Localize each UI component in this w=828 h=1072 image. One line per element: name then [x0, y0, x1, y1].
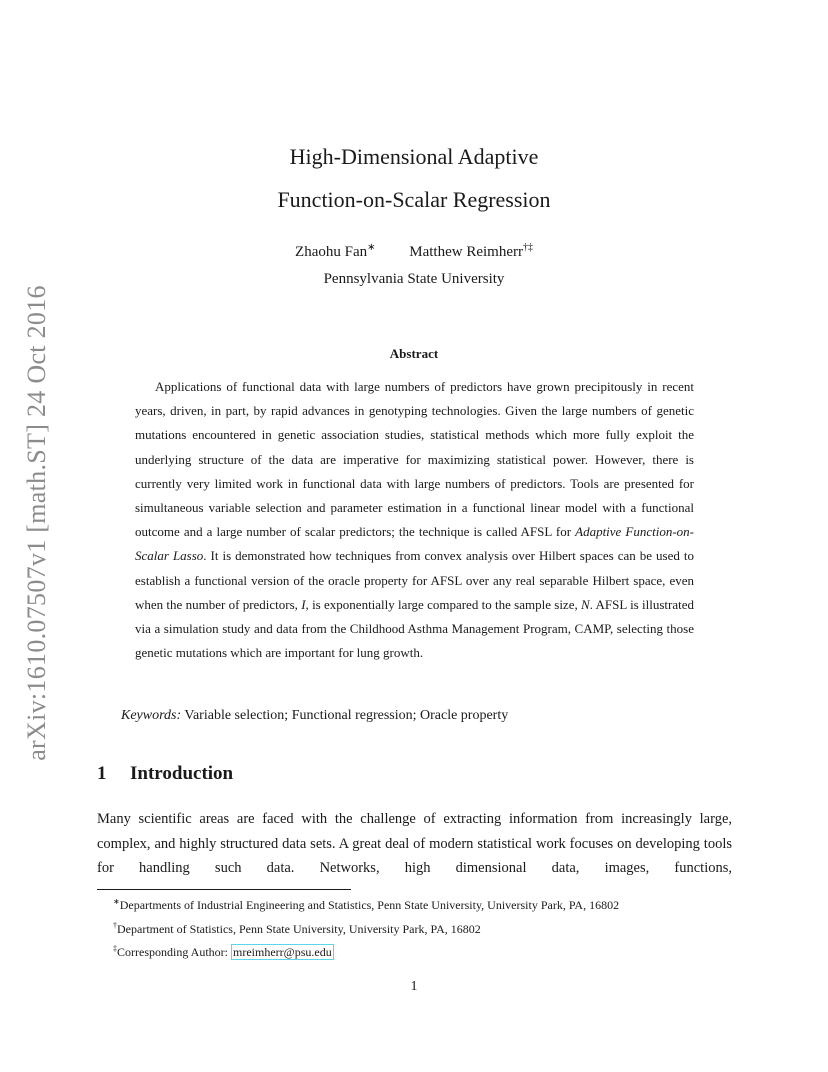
keywords	[121, 708, 721, 724]
footnote-mark: ∗	[113, 897, 120, 906]
arxiv-stamp: arXiv:1610.07507v1 [math.ST] 24 Oct 2016	[22, 285, 51, 761]
author-list	[0, 242, 828, 261]
affiliation: Pennsylvania State University	[323, 271, 505, 287]
author-footnote-mark: ∗	[367, 242, 376, 253]
author-footnote-mark: †‡	[522, 242, 533, 253]
introduction-text	[97, 807, 732, 881]
author-name: Zhaohu Fan	[295, 244, 368, 260]
footnote-text: Departments of Industrial Engineering and Statistics, Penn State University, University Park, PA, 16802	[119, 898, 620, 912]
abstract-text: Applications of functional data with large numbers of predictors have grown precipitously in recent years, driven, in part, by rapid advances in genotyping technologies. Given the large numbers of genetic mutations encountered in genetic association studies, statistical methods which more fully exploit the underlying structure of the data are imperative for maximizing statistical power. However, there is currently very limited work in functional data with large numbers of predictors. Tools are presented for simultaneous variable selection and parameter estimation in a functional linear model with a functional outcome and a large number of scalar predictors; the technique is called AFSL for	[135, 379, 694, 540]
footnote	[113, 939, 738, 963]
abstract-text: , is exponentially large compared to the sample size,	[305, 596, 581, 612]
footnote-divider	[97, 889, 351, 890]
abstract-heading: Abstract	[389, 346, 439, 361]
abstract-paragraph	[135, 375, 694, 665]
footnote-text: Corresponding Author:	[117, 945, 231, 959]
section-number: 1	[97, 763, 107, 784]
footnote-mark: †	[113, 920, 117, 930]
section-title: Introduction	[130, 763, 234, 784]
math-symbol: I	[301, 596, 306, 612]
abstract-body	[135, 375, 694, 665]
section-heading	[97, 763, 233, 785]
method-name: Adaptive Function-on-Scalar Lasso	[135, 524, 694, 564]
footnote-mark: ‡	[113, 944, 117, 953]
paper-title-line-2: Function-on-Scalar Regression	[277, 187, 551, 212]
footnote	[113, 916, 738, 940]
footnotes	[113, 892, 738, 963]
introduction-paragraph: Many scientific areas are faced with the challenge of extracting information from increasingly large, complex, and highly structured data sets. A great deal of modern statistical work focuses on developing tools for handling such data. Networks, high dimensional data, images, functions,	[97, 811, 732, 876]
email-link[interactable]: mreimherr@psu.edu	[233, 945, 332, 959]
author-name: Matthew Reimherr	[409, 244, 523, 260]
footnote	[113, 892, 738, 916]
author	[295, 242, 375, 261]
footnote-text: Department of Statistics, Penn State University, University Park, PA, 16802	[117, 921, 481, 936]
abstract-text: . AFSL is illustrated via a simulation study and data from the Childhood Asthma Management Program, CAMP, selecting those genetic mutations which are important for lung growth.	[135, 596, 695, 661]
paper-title-line-1: High-Dimensional Adaptive	[289, 144, 539, 169]
author	[409, 242, 533, 261]
math-symbol: N	[581, 596, 590, 612]
page-number: 1	[410, 979, 418, 994]
keywords-label: Keywords:	[121, 708, 182, 723]
abstract-text: . It is demonstrated how techniques from convex analysis over Hilbert spaces can be used to establish a functional version of the oracle property for AFSL over any real separable Hilbert space, even when the number of predictors,	[135, 548, 694, 612]
keywords-text: Variable selection; Functional regression; Oracle property	[184, 708, 509, 723]
